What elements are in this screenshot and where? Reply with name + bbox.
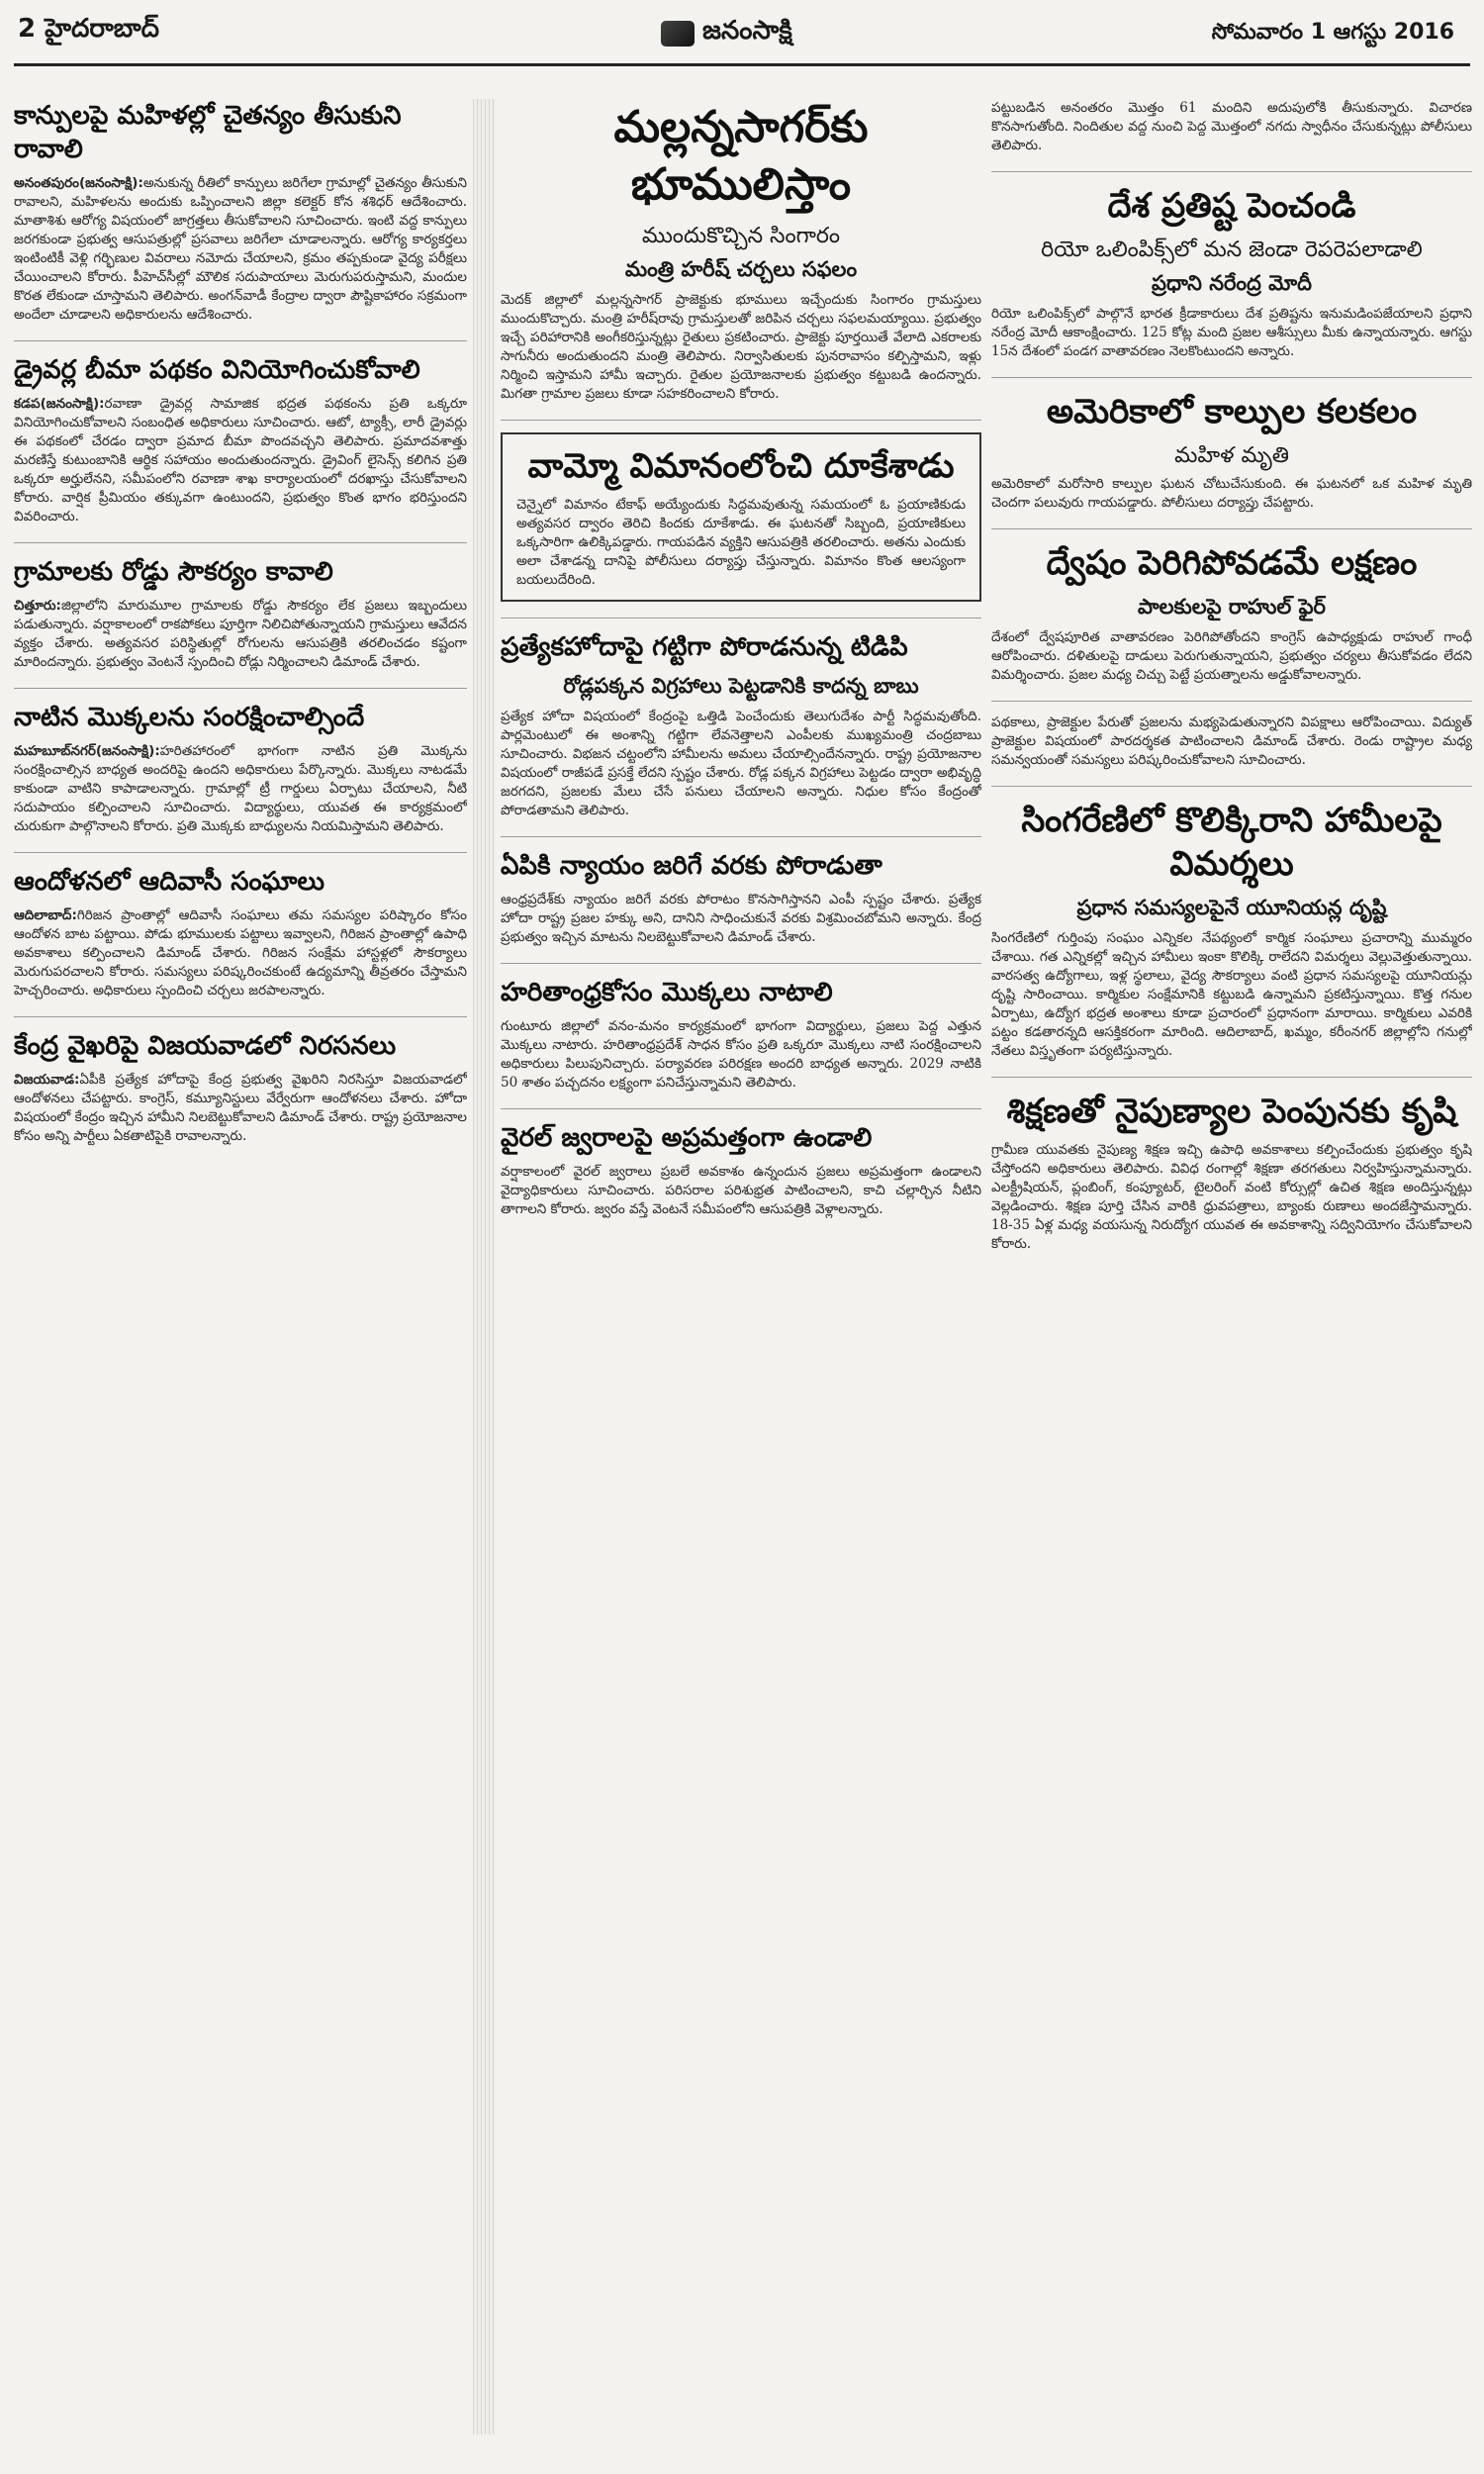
article-subheadline: రియో ఒలింపిక్స్‌లో మన జెండా రెపరెపలాడాలి: [1041, 238, 1423, 262]
article-headline: వైరల్ జ్వరాలపై అప్రమత్తంగా ఉండాలి: [501, 1123, 873, 1153]
article-body: [14, 742, 467, 836]
article: [991, 184, 1472, 361]
article-divider: [991, 1077, 1472, 1078]
article-body: [991, 475, 1472, 513]
article-subheadline: ముందుకొచ్చిన సింగారం: [641, 224, 841, 248]
article-body: [501, 291, 981, 404]
article-divider: [14, 852, 467, 853]
article-text: హరితహారంలో భాగంగా నాటిన ప్రతి మొక్కను సంరక్షించాల్సిన బాధ్యత అందరిపై ఉందని అధికారులు పేర్కొన్నారు. మొక్కలు నాటడమే కాకుండా వాటిని కాపాడాలన్నారు. గ్రామాల్లో ట్రీ గార్డులు ఏర్పాటు చేయాలని, నీటి సదుపాయం కల్పించాలని సూచించారు. విద్యార్థులు, యువత ఈ కార్యక్రమంలో చురుకుగా పాల్గొనాలని కోరారు. ప్రతి మొక్కకు బాధ్యులను నియమిస్తామని తెలిపారు.: [14, 743, 467, 834]
brand-logo-icon: [661, 21, 695, 47]
article-text: అనుకున్న రీతిలో కాన్పులు జరిగేలా గ్రామాల్లో చైతన్యం తీసుకుని రావాలని, మహిళలను అందుకు ఒప్పించాలని జిల్లా కలెక్టర్ కోన శశిధర్ ఆదేశించారు. మాతాశిశు ఆరోగ్య విషయంలో జాగ్రత్తలు తీసుకోవాలని సూచించారు. ఇంటి వద్ద కాన్పులు జరగకుండా ప్రభుత్వ ఆసుపత్రుల్లో ప్రసవాలు జరిగేలా చూడాలన్నారు. ఆరోగ్య కార్యకర్తలు ఇంటింటికీ వెళ్లి గర్భిణుల వివరాలు నమోదు చేయాలని, క్రమం తప్పకుండా వైద్య పరీక్షలు చేయించాలని కోరారు. పీహెచ్‌సీల్లో మౌలిక సదుపాయాలు మెరుగుపరుస్తామని, మందుల కొరత లేకుండా చూస్తామని తెలిపారు. అంగన్‌వాడీ కేంద్రాల ద్వారా పౌష్టికాహారం సక్రమంగా అందేలా చూడాలని అధికారులను ఆదేశించారు.: [14, 175, 467, 323]
article-dateline: అనంతపురం(జనంసాక్షి):: [14, 175, 143, 191]
masthead: [0, 0, 1484, 91]
article-headline: ఏపికి న్యాయం జరిగే వరకు పోరాడుతా: [501, 851, 882, 881]
article-text: అమెరికాలో మరోసారి కాల్పుల ఘటన చోటుచేసుకుంది. ఈ ఘటనలో ఒక మహిళ మృతి చెందగా పలువురు గాయపడ్డారు. పోలీసులు దర్యాప్తు చేపట్టారు.: [991, 476, 1472, 511]
article-divider: [501, 836, 981, 837]
article: [14, 353, 467, 526]
article-text: ప్రత్యేక హోదా విషయంలో కేంద్రంపై ఒత్తిడి పెంచేందుకు తెలుగుదేశం పార్టీ సిద్ధమవుతోంది. పార్లమెంటులో ఈ అంశాన్ని గట్టిగా లేవనెత్తాలని ఎంపీలకు ముఖ్యమంత్రి చంద్రబాబు సూచించారు. విభజన చట్టంలోని హామీలను అమలు చేయాల్సిందేనన్నారు. రాష్ట్ర ప్రయోజనాల విషయంలో రాజీపడే ప్రసక్తే లేదని స్పష్టం చేశారు. రోడ్ల పక్కన విగ్రహాలు పెట్టడం ద్వారా అభివృద్ధి జరగదని, ప్రజలకు మేలు చేసే పనులు చేయాలని అన్నారు. నిధుల కోసం కేంద్రంతో పోరాడతామని తెలిపారు.: [501, 709, 981, 818]
article-text: వర్షాకాలంలో వైరల్ జ్వరాలు ప్రబలే అవకాశం ఉన్నందున ప్రజలు అప్రమత్తంగా ఉండాలని వైద్యాధికారులు సూచించారు. పరిసరాల పరిశుభ్రత పాటించాలని, కాచి చల్లార్చిన నీటిని తాగాలని కోరారు. జ్వరం వస్తే వెంటనే సమీపంలోని ఆసుపత్రికి వెళ్లాలన్నారు.: [501, 1164, 981, 1217]
article-dateline: మహబూబ్‌నగర్(జనంసాక్షి):: [14, 743, 160, 759]
article-headline: దేశ ప్రతిష్ట పెంచండి: [1107, 186, 1356, 226]
article-headline: గ్రామాలకు రోడ్డు సౌకర్యం కావాలి: [14, 557, 333, 587]
article-body: [991, 1141, 1472, 1254]
article-headline: హరితాంధ్రకోసం మొక్కలు నాటాలి: [501, 978, 833, 1007]
article: [991, 714, 1472, 770]
article-body: [501, 891, 981, 947]
article-body: [516, 496, 966, 590]
article-deck: రోడ్లపక్కన విగ్రహాలు పెట్టడానికి కాదన్న బాబు: [563, 674, 919, 698]
article-body: [14, 1071, 467, 1146]
article-headline: సింగరేణిలో కొలిక్కిరాని హామీలపై విమర్శలు: [1021, 801, 1442, 884]
page-label: 2 హైదరాబాద్: [18, 14, 159, 44]
article-dateline: చిత్తూరు:: [14, 598, 61, 614]
article-text: గుంటూరు జిల్లాలో వనం-మనం కార్యక్రమంలో భాగంగా విద్యార్థులు, ప్రజలు పెద్ద ఎత్తున మొక్కలు నాటారు. హరితాంధ్రప్రదేశ్ సాధన కోసం ప్రతి ఒక్కరూ మొక్కలు నాటి సంరక్షించాలని అధికారులు పిలుపునిచ్చారు. పర్యావరణ పరిరక్షణ అందరి బాధ్యత అన్నారు. 2029 నాటికి 50 శాతం పచ్చదనం లక్ష్యంగా పనిచేస్తున్నామని తెలిపారు.: [501, 1018, 981, 1091]
article-divider: [991, 701, 1472, 702]
middle-column: [501, 99, 981, 2464]
article: [501, 976, 981, 1093]
article-subheadline: మహిళ మృతి: [1174, 443, 1289, 468]
article: [501, 99, 981, 404]
article-divider: [14, 1016, 467, 1017]
article-body: [501, 708, 981, 820]
article-body: [14, 174, 467, 325]
article-headline: ప్రత్యేకహోదాపై గట్టిగా పోరాడనున్న టిడిపి: [501, 632, 908, 662]
left-column: [14, 99, 467, 2464]
article-deck: ప్రధాన సమస్యలపైనే యూనియన్ల దృష్టి: [1076, 896, 1387, 919]
article: [991, 99, 1472, 155]
article-divider: [14, 340, 467, 341]
brand: [661, 16, 792, 51]
article-headline: మల్లన్నసాగర్‌కు భూములిస్తాం: [613, 102, 869, 210]
article: [14, 555, 467, 672]
article-body: [501, 1017, 981, 1093]
article: [501, 630, 981, 820]
article-body: [991, 714, 1472, 770]
article-text: ఆంధ్రప్రదేశ్‌కు న్యాయం జరిగే వరకు పోరాటం కొనసాగిస్తానని ఎంపీ స్పష్టం చేశారు. ప్రత్యేక హోదా రాష్ట్ర ప్రజల హక్కు అని, దానిని సాధించుకునే వరకు విశ్రమించబోమని అన్నారు. కేంద్ర ప్రభుత్వం ఇచ్చిన మాటను నిలబెట్టుకోవాలని డిమాండ్ చేశారు.: [501, 892, 981, 945]
article-text: సింగరేణిలో గుర్తింపు సంఘం ఎన్నికల నేపథ్యంలో కార్మిక సంఘాలు ప్రచారాన్ని ముమ్మరం చేశాయి. గత ఎన్నికల్లో ఇచ్చిన హామీలు ఇంకా కొలిక్కి రాలేదని విమర్శలు వెల్లువెత్తుతున్నాయి. వారసత్వ ఉద్యోగాలు, ఇళ్ల స్థలాలు, వైద్య సౌకర్యాలు వంటి ప్రధాన సమస్యలపై యూనియన్లు దృష్టి సారించాయి. కార్మికుల సంక్షేమానికి కట్టుబడి ఉన్నామని ప్రకటిస్తున్నాయి. కొత్త గనుల ఏర్పాటు, ఉద్యోగ భద్రత అంశాలు కూడా ప్రచారంలో ప్రధానంగా మారాయి. కార్మికులు ఎవరికి పట్టం కడతారన్నది ఆసక్తికరంగా మారింది. ఆదిలాబాద్, ఖమ్మం, కరీంనగర్ జిల్లాల్లోని గనుల్లో నేతలు విస్తృతంగా పర్యటిస్తున్నారు.: [991, 930, 1472, 1059]
article-dateline: విజయవాడ:: [14, 1072, 80, 1088]
article-text: దేశంలో ద్వేషపూరిత వాతావరణం పెరిగిపోతోందని కాంగ్రెస్ ఉపాధ్యక్షుడు రాహుల్ గాంధీ ఆరోపించారు. దళితులపై దాడులు పెరుగుతున్నాయని, ప్రభుత్వం చర్యలు తీసుకోవడం లేదని విమర్శించారు. ప్రజల మధ్య చిచ్చు పెట్టే ప్రయత్నాలను అడ్డుకోవాలన్నారు.: [991, 629, 1472, 683]
article-headline: నాటిన మొక్కలను సంరక్షించాల్సిందే: [14, 703, 365, 732]
article-headline: ఆందోళనలో ఆదివాసీ సంఘాలు: [14, 867, 325, 897]
right-column: [991, 99, 1472, 2464]
brand-name: జనంసాక్షి: [702, 16, 792, 46]
article-headline: ద్వేషం పెరిగిపోవడమే లక్షణం: [1046, 543, 1418, 583]
article-text: జిల్లాలోని మారుమూల గ్రామాలకు రోడ్డు సౌకర్యం లేక ప్రజలు ఇబ్బందులు పడుతున్నారు. వర్షాకాలంలో రాకపోకలు పూర్తిగా నిలిచిపోతున్నాయని గ్రామస్తులు ఆవేదన వ్యక్తం చేశారు. అత్యవసర పరిస్థితుల్లో రోగులను ఆసుపత్రికి తరలించడం కష్టంగా మారిందన్నారు. ప్రభుత్వం వెంటనే స్పందించి రోడ్లు నిర్మించాలని డిమాండ్ చేశారు.: [14, 598, 467, 670]
article-headline: కేంద్ర వైఖరిపై విజయవాడలో నిరసనలు: [14, 1031, 397, 1061]
article-divider: [991, 377, 1472, 378]
article-body: [991, 628, 1472, 685]
article-headline: కాన్పులపై మహిళల్లో చైతన్యం తీసుకుని రావాలి: [14, 101, 402, 164]
article-text: పథకాలు, ప్రాజెక్టుల పేరుతో ప్రజలను మభ్యపెడుతున్నారని విపక్షాలు ఆరోపించాయి. విద్యుత్ ప్రాజెక్టుల విషయంలో పారదర్శకత పాటించాలని డిమాండ్ చేశారు. రెండు రాష్ట్రాల మధ్య సమన్వయంతో సమస్యలు పరిష్కరించుకోవాలని సూచించారు.: [991, 714, 1472, 768]
article-divider: [501, 420, 981, 421]
article-deck: మంత్రి హరీష్ చర్చలు సఫలం: [624, 257, 858, 281]
article: [501, 1121, 981, 1219]
article: [14, 1029, 467, 1146]
article-body: [991, 99, 1472, 155]
article-dateline: కడప(జనంసాక్షి):: [14, 396, 105, 412]
article-headline: శిక్షణతో నైపుణ్యాల పెంపునకు కృషి: [1006, 1092, 1457, 1131]
article-text: గ్రామీణ యువతకు నైపుణ్య శిక్షణ ఇచ్చి ఉపాధి అవకాశాలు కల్పించేందుకు ప్రభుత్వం కృషి చేస్తోందని అధికారులు తెలిపారు. వివిధ రంగాల్లో శిక్షణా తరగతులు నిర్వహిస్తున్నామన్నారు. ఎలక్ట్రీషియన్, ప్లంబింగ్, కంప్యూటర్, టైలరింగ్ వంటి కోర్సుల్లో ఉచిత శిక్షణ అందిస్తున్నట్లు వెల్లడించారు. శిక్షణ పూర్తి చేసిన వారికి ధ్రువపత్రాలు, బ్యాంకు రుణాలు అందజేస్తామన్నారు. 18-35 ఏళ్ల మధ్య వయసున్న నిరుద్యోగ యువత ఈ అవకాశాన్ని సద్వినియోగం చేసుకోవాలని కోరారు.: [991, 1142, 1472, 1252]
article-text: గిరిజన ప్రాంతాల్లో ఆదివాసీ సంఘాలు తమ సమస్యల పరిష్కారం కోసం ఆందోళన బాట పట్టాయి. పోడు భూములకు పట్టాలు ఇవ్వాలని, గిరిజన ప్రాంతాల్లో ఉపాధి అవకాశాలు కల్పించాలని డిమాండ్ చేశారు. గిరిజన సంక్షేమ హాస్టళ్లలో సౌకర్యాలు మెరుగుపరచాలని కోరారు. సమస్యలు పరిష్కరించకుంటే ఉద్యమాన్ని తీవ్రతరం చేస్తామని హెచ్చరించారు. అధికారులు స్పందించి చర్చలు జరపాలన్నారు.: [14, 907, 467, 999]
article-divider: [501, 1108, 981, 1109]
article: [14, 701, 467, 836]
article-headline: డ్రైవర్ల బీమా పథకం వినియోగించుకోవాలి: [14, 355, 420, 385]
article-divider: [991, 528, 1472, 529]
article: [501, 432, 981, 602]
article-divider: [14, 542, 467, 543]
article-headline: అమెరికాలో కాల్పుల కలకలం: [1046, 392, 1418, 431]
article-body: [991, 929, 1472, 1061]
article: [991, 799, 1472, 1061]
article-body: [14, 395, 467, 526]
article-body: [991, 305, 1472, 361]
article-body: [14, 597, 467, 672]
article-dateline: ఆదిలాబాద్:: [14, 907, 77, 923]
article: [14, 99, 467, 325]
article-text: రవాణా డ్రైవర్ల సామాజిక భద్రత పథకంను ప్రతి ఒక్కరూ వినియోగించుకోవాలని సంబంధిత అధికారులు సూచించారు. ఆటో, ట్యాక్సీ, లారీ డ్రైవర్లు ఈ పథకంలో చేరడం ద్వారా ప్రమాద బీమా పొందవచ్చని తెలిపారు. ప్రమాదవశాత్తు మరణిస్తే కుటుంబానికి ఆర్థిక సహాయం అందుతుందన్నారు. డ్రైవింగ్ లైసెన్స్ కలిగిన ప్రతి ఒక్కరూ అర్హులేనని, సమీపంలోని రవాణా శాఖ కార్యాలయంలో దరఖాస్తు చేసుకోవాలని కోరారు. వార్షిక ప్రీమియం తక్కువగా ఉంటుందని, ప్రభుత్వం కొంత భాగం భరిస్తుందని వివరించారు.: [14, 396, 467, 524]
article-deck: ప్రధాని నరేంద్ర మోదీ: [1152, 271, 1312, 295]
article-body: [501, 1163, 981, 1219]
article-text: పట్టుబడిన అనంతరం మొత్తం 61 మందిని అదుపులోకి తీసుకున్నారు. విచారణ కొనసాగుతోంది. నిందితుల వద్ద నుంచి పెద్ద మొత్తంలో నగదు స్వాధీనం చేసుకున్నట్లు పోలీసులు తెలిపారు.: [991, 100, 1472, 153]
article-text: ఏపీకి ప్రత్యేక హోదాపై కేంద్ర ప్రభుత్వ వైఖరిని నిరసిస్తూ విజయవాడలో ఆందోళనలు చేపట్టారు. కాంగ్రెస్, కమ్యూనిస్టులు వేర్వేరుగా ఆందోళనలు చేశారు. హోదా విషయంలో కేంద్రం ఇచ్చిన హామీని నిలబెట్టుకోవాలని డిమాండ్ చేశారు. రాష్ట్ర ప్రయోజనాల కోసం అన్ని పార్టీలు ఏకతాటిపైకి రావాలన్నారు.: [14, 1072, 467, 1144]
article-deck: పాలకులపై రాహుల్ ఫైర్: [1138, 595, 1326, 618]
article: [991, 541, 1472, 685]
article-body: [14, 906, 467, 1000]
article-headline: వామ్మో విమానంలోంచి దూకేశాడు: [527, 446, 955, 486]
article-divider: [991, 786, 1472, 787]
issue-date: సోమవారం 1 ఆగస్టు 2016: [1211, 20, 1454, 45]
article-divider: [501, 963, 981, 964]
article-text: మెదక్ జిల్లాలో మల్లన్నసాగర్ ప్రాజెక్టుకు భూములు ఇచ్చేందుకు సింగారం గ్రామస్తులు ముందుకొచ్చారు. మంత్రి హరీష్‌రావు గ్రామస్తులతో జరిపిన చర్చలు సఫలమయ్యాయి. ప్రభుత్వం ఇచ్చే పరిహారానికి అంగీకరిస్తున్నట్లు రైతులు ప్రకటించారు. ప్రాజెక్టు పూర్తయితే వేలాది ఎకరాలకు సాగునీరు అందుతుందని మంత్రి తెలిపారు. నిర్వాసితులకు పునరావాసం కల్పిస్తామని, ఇళ్లు నిర్మించి ఇస్తామని హామీ ఇచ్చారు. రైతుల ప్రయోజనాలకు ప్రభుత్వం కట్టుబడి ఉందన్నారు. మిగతా గ్రామాల ప్రజలు కూడా సహకరించాలని కోరారు.: [501, 292, 981, 402]
column-gutter: [473, 99, 495, 2434]
article: [991, 390, 1472, 513]
article: [991, 1090, 1472, 1254]
article-text: చెన్నైలో విమానం టేకాఫ్ అయ్యేందుకు సిద్ధమవుతున్న సమయంలో ఓ ప్రయాణికుడు అత్యవసర ద్వారం తెరిచి కిందకు దూకేశాడు. ఈ ఘటనతో సిబ్బంది, ప్రయాణికులు ఒక్కసారిగా ఉలిక్కిపడ్డారు. గాయపడిన వ్యక్తిని ఆసుపత్రికి తరలించారు. అతను ఎందుకు అలా చేశాడన్న దానిపై పోలీసులు దర్యాప్తు చేస్తున్నారు. విమానం కొంత ఆలస్యంగా బయలుదేరింది.: [516, 497, 966, 588]
article: [501, 849, 981, 947]
article-text: రియో ఒలింపిక్స్‌లో పాల్గొనే భారత క్రీడాకారులు దేశ ప్రతిష్టను ఇనుమడింపజేయాలని ప్రధాని నరేంద్ర మోదీ ఆకాంక్షించారు. 125 కోట్ల మంది ప్రజల ఆశీస్సులు మీకు ఉన్నాయన్నారు. ఆగస్టు 15న దేశంలో పండగ వాతావరణం నెలకొంటుందని అన్నారు.: [991, 306, 1472, 359]
article-divider: [14, 688, 467, 689]
article-divider: [991, 171, 1472, 172]
article: [14, 865, 467, 1000]
masthead-rule: [14, 63, 1470, 66]
